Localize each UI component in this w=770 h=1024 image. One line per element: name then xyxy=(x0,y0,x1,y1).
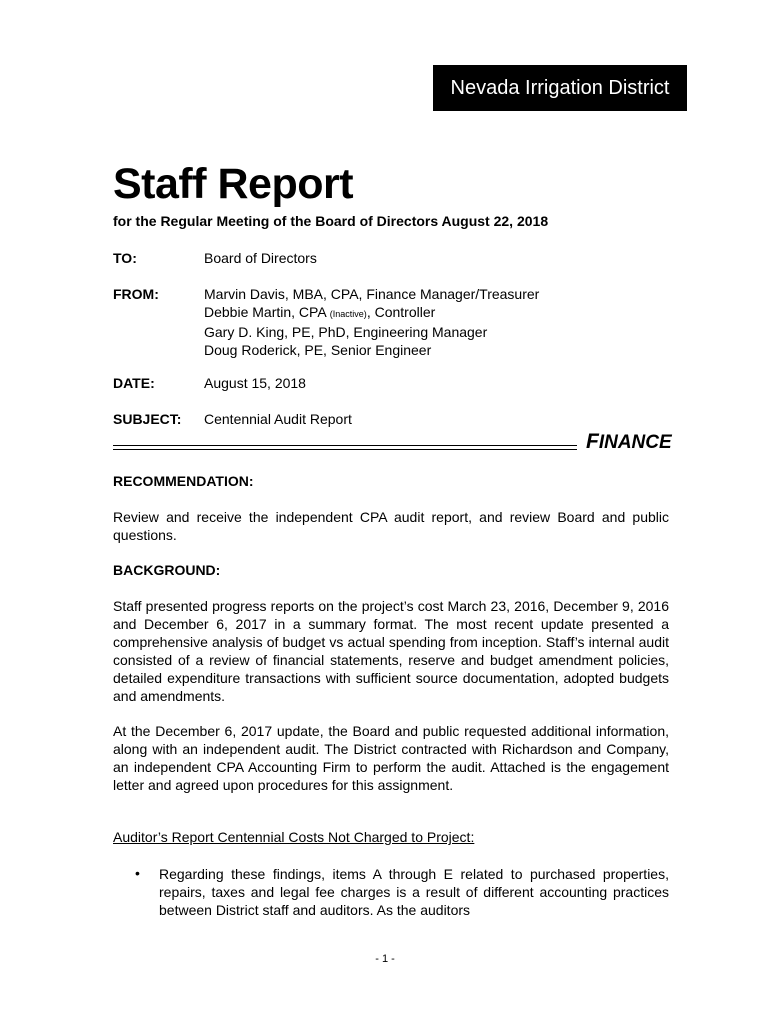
subject-label: SUBJECT: xyxy=(113,411,182,427)
bullet-text: Regarding these findings, items A through E related to purchased properties, repairs, taxes and legal fee charges is a result of different accounting practices between District staff and auditors. As the auditors xyxy=(159,866,669,918)
auditor-report-heading: Auditor’s Report Centennial Costs Not Charged to Project: xyxy=(113,829,475,845)
from-line-2 xyxy=(204,303,539,323)
department-initial: F xyxy=(586,430,599,453)
section-divider xyxy=(113,445,577,450)
bullet-marker: • xyxy=(135,865,140,881)
from-line-4: Doug Roderick, PE, Senior Engineer xyxy=(204,342,432,358)
to-value: Board of Directors xyxy=(204,250,317,266)
subject-value: Centennial Audit Report xyxy=(204,411,352,427)
to-label: TO: xyxy=(113,250,137,266)
inactive-note: (Inactive) xyxy=(329,309,367,319)
background-heading: BACKGROUND: xyxy=(113,562,221,578)
recommendation-text: Review and receive the independent CPA audit report, and review Board and public questions. xyxy=(113,509,669,543)
background-paragraph-1: Staff presented progress reports on the project’s cost March 23, 2016, December 9, 2016 and December 6, 2017 in a summary format. The most recent update presented a comprehensive analysis of budget vs actual spending from inception. Staff’s internal audit consisted of a review of financial statements, reserve and budget amendment policies, detailed expenditure transactions with sufficient source documentation, adopted budgets and amendments. xyxy=(113,598,669,704)
from-line-2-role: , Controller xyxy=(366,304,436,320)
organization-banner: Nevada Irrigation District xyxy=(433,65,687,111)
from-names xyxy=(204,285,539,359)
from-line-1: Marvin Davis, MBA, CPA, Finance Manager/Treasurer xyxy=(204,286,540,302)
department-rest: INANCE xyxy=(598,432,672,453)
meeting-subtitle: for the Regular Meeting of the Board of Directors August 22, 2018 xyxy=(113,213,549,229)
from-line-2-name: Debbie Martin, CPA xyxy=(204,304,330,320)
from-line-3: Gary D. King, PE, PhD, Engineering Manager xyxy=(204,324,488,340)
page-number: - 1 - xyxy=(375,953,395,965)
department-label xyxy=(586,430,672,454)
page-title: Staff Report xyxy=(113,160,354,208)
from-label: FROM: xyxy=(113,286,159,302)
recommendation-heading: RECOMMENDATION: xyxy=(113,473,254,489)
date-label: DATE: xyxy=(113,375,155,391)
date-value: August 15, 2018 xyxy=(204,375,306,391)
background-paragraph-2: At the December 6, 2017 update, the Board and public requested additional information, along with an independent audit. The District contracted with Richardson and Company, an independent CPA Accounting Firm to perform the audit. Attached is the engagement letter and agreed upon procedures for this assignment. xyxy=(113,723,669,793)
